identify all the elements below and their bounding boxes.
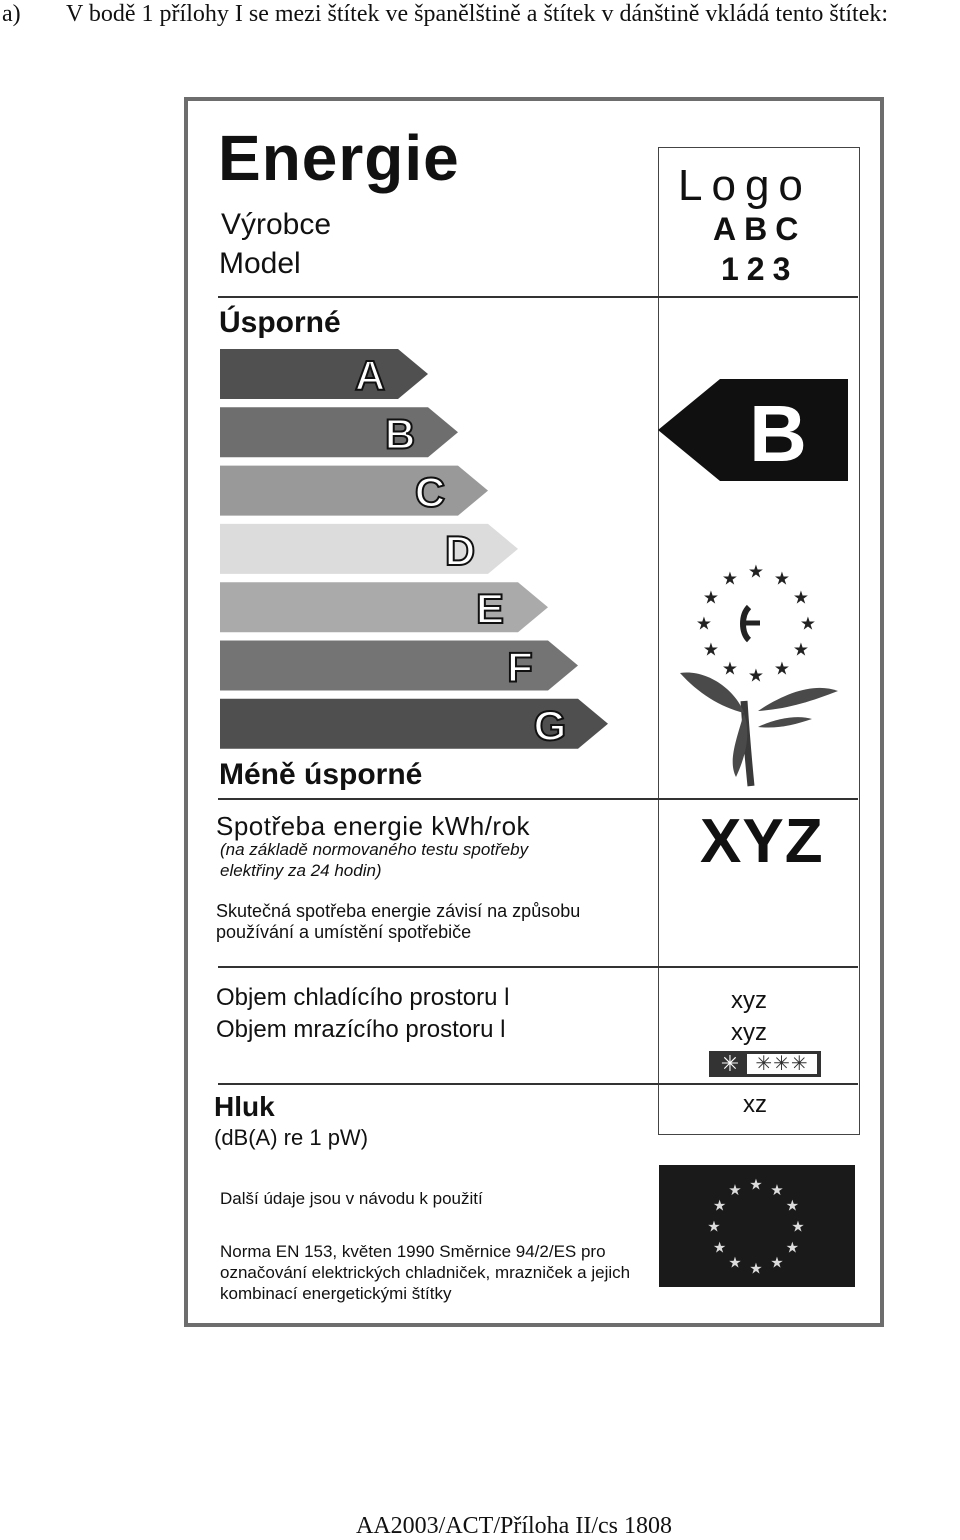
star-icon: ★: [792, 587, 810, 609]
frozen-volume-label: Objem mrazícího prostoru l: [216, 1016, 506, 1043]
eu-flag-icon: [659, 1165, 855, 1287]
rating-letter: B: [749, 389, 807, 478]
efficient-label: Úsporné: [219, 306, 341, 339]
actual-consumption-note: Skutečná spotřeba energie závisí na způsobu používání a umístění spotřebiče: [216, 901, 581, 942]
standard-note: Norma EN 153, květen 1990 Směrnice 94/2/ES pro označování elektrických chladniček, mrazniček a jejich kombinací energetickými štítky: [220, 1242, 631, 1303]
frozen-volume-value: xyz: [731, 1019, 767, 1046]
star-icon: ★: [721, 568, 739, 590]
star-icon: ★: [707, 1217, 721, 1236]
fresh-volume-label: Objem chladícího prostoru l: [216, 984, 510, 1011]
star-icon: ★: [792, 639, 810, 661]
freezer-star-rating-icon: [709, 1051, 821, 1077]
star-icon: ★: [785, 1196, 800, 1215]
efficiency-letter-d: D: [444, 526, 476, 574]
star-icon: ★: [791, 1217, 805, 1236]
less-efficient-label: Méně úsporné: [219, 758, 423, 791]
star-icon: ★: [749, 1175, 763, 1194]
star-icon: ★: [773, 568, 791, 590]
star-icon: ★: [770, 1253, 784, 1272]
star-icon: ★: [702, 587, 720, 609]
consumption-value: XYZ: [700, 807, 824, 876]
consumption-note: (na základě normovaného testu spotřeby elektřiny za 24 hodin): [220, 840, 529, 880]
rating-arrow: [658, 379, 848, 481]
efficiency-bar-a: [220, 349, 428, 399]
intro-text: V bodě 1 přílohy I se mezi štítek ve španělštině a štítek v dánštině vkládá tento štítek:: [66, 1, 889, 27]
noise-label: Hluk: [214, 1091, 275, 1122]
manufacturer-label: Výrobce: [221, 208, 332, 241]
list-marker: a): [2, 1, 21, 27]
logo-abc: ABC: [713, 211, 807, 247]
star-rating-right: ✳✳✳: [747, 1054, 817, 1074]
fresh-volume-value: xyz: [731, 987, 767, 1014]
efficiency-letter-e: E: [475, 585, 505, 633]
efficiency-letter-a: A: [354, 352, 386, 399]
efficiency-bar-c: [220, 466, 488, 516]
star-icon: ★: [702, 639, 720, 661]
star-icon: ★: [799, 613, 817, 635]
document-footer: AA2003/ACT/Příloha II/cs 1808: [356, 1513, 672, 1539]
star-icon: ★: [747, 561, 765, 583]
efficiency-letter-f: F: [507, 643, 533, 691]
star-icon: ★: [773, 658, 791, 680]
logo-number: 123: [721, 251, 799, 287]
label-title: Energie: [218, 122, 460, 194]
star-icon: ★: [728, 1180, 742, 1199]
star-icon: ★: [749, 1259, 763, 1278]
star-icon: ★: [712, 1196, 727, 1215]
star-icon: ★: [712, 1238, 727, 1257]
star-icon: ★: [721, 658, 739, 680]
star-icon: ★: [770, 1180, 784, 1199]
energy-consumption-label: Spotřeba energie kWh/rok: [216, 811, 531, 841]
star-icon: ★: [785, 1238, 800, 1257]
efficiency-letter-g: G: [533, 701, 567, 749]
efficiency-letter-b: B: [384, 410, 416, 458]
more-info-note: Další údaje jsou v návodu k použití: [220, 1189, 483, 1208]
star-icon: ★: [728, 1253, 742, 1272]
noise-value: xz: [743, 1091, 767, 1118]
noise-unit: (dB(A) re 1 pW): [214, 1125, 369, 1150]
model-label: Model: [219, 247, 301, 280]
efficiency-letter-c: C: [414, 468, 446, 516]
star-icon: ★: [747, 665, 765, 687]
star-rating-left: ✳: [720, 1051, 740, 1076]
eu-ecolabel-flower-icon: [680, 561, 838, 786]
star-icon: ★: [695, 613, 713, 635]
logo-text: Logo: [678, 161, 812, 210]
efficiency-bar-b: [220, 407, 458, 457]
energy-label: [184, 97, 884, 1327]
